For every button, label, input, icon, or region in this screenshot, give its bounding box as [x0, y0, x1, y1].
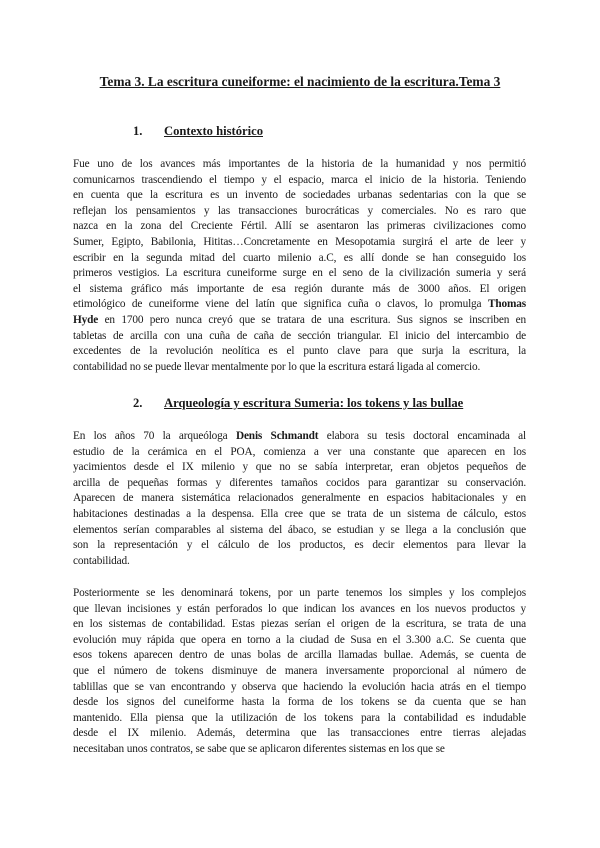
text-line: el sistema gráfico más importante de esa región durante más de 3000 años. El origen — [73, 282, 526, 295]
text-line: en cuenta que la escritura es un invento de sociedades urbanas sedentarias con la que se — [73, 189, 526, 202]
text-line: desde el IX milenio. Además, determina que las transacciones entre tierras alejadas — [73, 727, 526, 740]
text-line: son la representación y el cálculo de los productos, es decir elementos para llevar la — [73, 539, 526, 552]
text-line: mantenido. Ella piensa que la utilización de los tokens para la contabilidad es indudable — [73, 711, 526, 724]
text-line: habitaciones destinadas a la despensa. Ella cree que se trata de un sistema de cálculo, estos — [73, 507, 526, 520]
document-title: Tema 3. La escritura cuneiforme: el nacimiento de la escritura.Tema 3 — [99, 74, 501, 89]
text-line: contabilidad no se puede llevar mentalmente por lo que la escritura estará ligada al comercio. — [73, 360, 481, 373]
text-line: Posteriormente se les denominará tokens, por un parte tenemos los simples y los complejos — [73, 587, 526, 599]
text-line: tabletas de arcilla con una cuña de caña de sección triangular. El inicio del intercambio de — [73, 329, 526, 342]
text-line: arcilla de pequeñas formas y diferentes tamaños cocidos para garantizar su conservación. — [73, 476, 526, 489]
section-heading-2 — [133, 395, 463, 412]
section-heading-1 — [133, 123, 263, 140]
section-title: Arqueología y escritura Sumeria: los tokens y las bullae — [164, 396, 464, 410]
text-line: escribir en la segunda mitad del cuarto milenio a.C, es allí donde se han conseguido los — [73, 251, 526, 264]
text-line: tablillas que se van encontrando y observa que haciendo la evolución hacia atrás en el tiempo — [73, 680, 526, 693]
text-line: reflejan los pensamientos y las transacciones burocráticas y comerciales. No es raro que — [73, 204, 526, 217]
text-line: necesitaban unos contratos, se sabe que se aplicaron diferentes sistemas en los que se — [73, 742, 445, 755]
section-title: Contexto histórico — [164, 124, 263, 138]
paragraph — [73, 429, 526, 569]
section-number: 2. — [133, 396, 143, 410]
text-line: que llevan incisiones y están perforados lo que indican los avances en los nuevos productos y — [73, 602, 526, 615]
text-line: Hyde en 1700 pero nunca creyó que se tratara de una escritura. Sus signos se inscriben en — [73, 313, 526, 326]
paragraph — [73, 586, 526, 758]
text-line: etimológico de cuneiforme viene del latín que significa cuña o clavos, lo promulga Thomas — [73, 298, 526, 311]
text-line: evolución muy rápida que opera en torno a la ciudad de Susa en el 3.300 a.C. Se cuenta que — [73, 633, 526, 646]
text-line: que el número de tokens disminuye de manera inversamente proporcional al número de — [73, 664, 526, 677]
text-line: contabilidad. — [73, 554, 130, 567]
text-line: comunicarnos trascendiendo el tiempo y el espacio, marca el inicio de la historia. Teniendo — [73, 173, 526, 186]
text-line: primeros vestigios. La escritura cuneiforme surge en el seno de la civilización sumeria y será — [73, 267, 526, 280]
paragraph — [73, 157, 526, 375]
section-number: 1. — [133, 124, 143, 138]
text-line: Aparecen de manera sistemática relacionados generalmente en espacios habitacionales y en — [73, 492, 526, 505]
text-line: en los sistemas de contabilidad. Estas piezas serían el origen de la escritura, se trata de una — [73, 618, 526, 631]
text-line: Sumer, Egipto, Babilonia, Hititas…Concretamente en Mesopotamia surgirá el arte de leer y — [73, 235, 526, 248]
text-line: Fue uno de los avances más importantes de la historia de la humanidad y nos permitió — [73, 158, 526, 170]
text-line: desde los signos del cuneiforme hasta la forma de los tokens se da cuenta que se han — [73, 696, 526, 709]
text-line: En los años 70 la arqueóloga Denis Schmandt elabora su tesis doctoral encaminada al — [73, 430, 526, 442]
text-line: estudio de la cerámica en el POA, comienza a ver una constante que aparecen en los — [73, 445, 526, 458]
text-line: elementos serían comparables al sistema del ábaco, se estudian y se llega a la conclusión que — [73, 523, 526, 536]
text-line: excedentes de la revolución neolítica es el punto clave para que surja la escritura, la — [73, 345, 526, 358]
text-line: nazca en la zona del Creciente Fértil. Allí se asentaron las primeras civilizaciones como — [73, 220, 526, 233]
text-line: esos tokens aparecen dentro de unas bolas de arcilla llamadas bullae. Además, se cuenta de — [73, 649, 526, 662]
text-line: yacimientos desde el IX milenio y que no se sabía interpretar, eran objetos pequeños de — [73, 461, 526, 474]
